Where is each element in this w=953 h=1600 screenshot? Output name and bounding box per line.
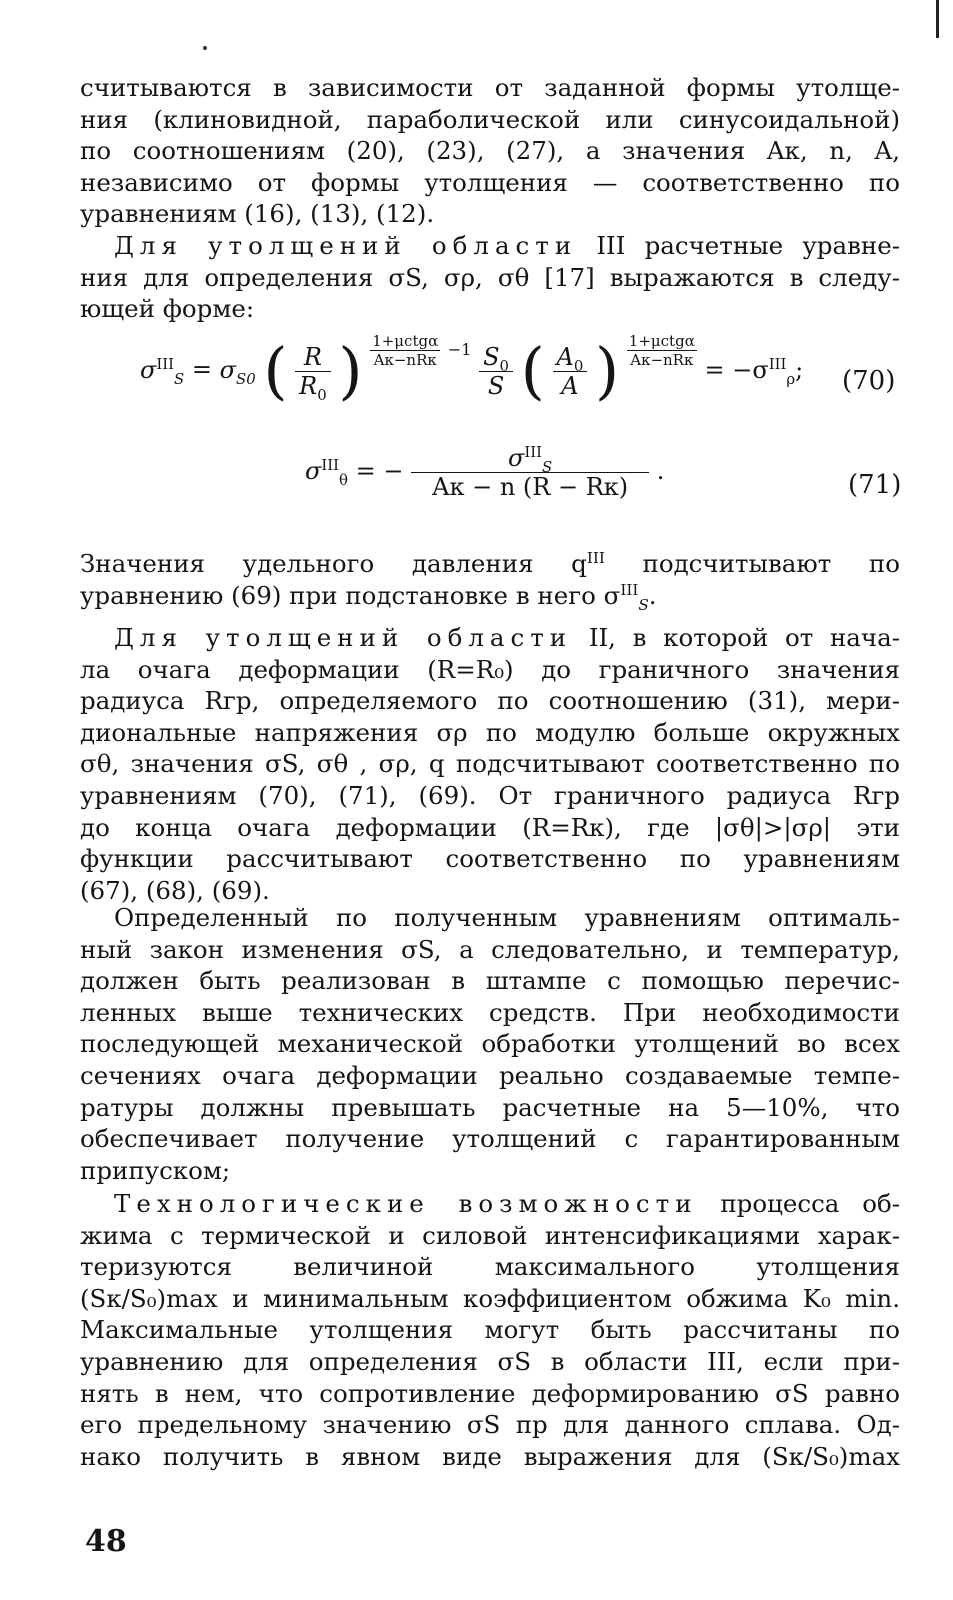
- text-line: сечениях очага деформации реально создаваемые темпе-: [80, 1060, 900, 1090]
- paragraph-3: [80, 548, 900, 614]
- spaced-lead: Для утолщений области: [114, 231, 578, 260]
- equation-number-71: (71): [848, 470, 902, 500]
- left-paren: (: [520, 334, 545, 407]
- minus-one: −1: [447, 340, 472, 359]
- text-line: (Sк/S₀)max и минимальным коэффициентом обжима K₀ min.: [80, 1283, 900, 1313]
- text-line: уравнению (69) при подстановке в него $\sigma^{III}_S$.: [80, 580, 657, 614]
- paragraph-5: [80, 902, 900, 1186]
- paragraph-2: [80, 230, 900, 325]
- text-line: Значения удельного давления $q^{III}$ подсчитывают по: [80, 548, 900, 578]
- text-line: должен быть реализован в штампе с помощью перечис-: [80, 966, 900, 996]
- fraction-a0-over-a: $\frac{A_0}{A}$: [553, 343, 588, 400]
- sigma-s-iii: $\sigma^{III}_S$: [140, 354, 185, 388]
- text-line: ния (клиновидной, параболической или синусоидальной): [80, 104, 900, 134]
- sigma-rho-iii: = $-\sigma^{III}_\rho$;: [704, 354, 804, 388]
- text-line: радиуса Rгр, определяемого по соотношению (31), мери-: [80, 686, 900, 716]
- text-line: Для утолщений области II, в которой от нача-: [114, 623, 900, 652]
- text-line: уравнению для определения σS в области III, если при-: [80, 1346, 900, 1376]
- text-line: до конца очага деформации (R=Rк), где |σθ|>|σρ| эти: [80, 812, 900, 842]
- text-line: [80, 230, 900, 262]
- text-line: припуском;: [80, 1155, 231, 1185]
- right-paren: ): [338, 334, 363, 407]
- equals-minus: = −: [355, 457, 404, 485]
- text-line: ла очага деформации (R=R₀) до граничного значения: [80, 654, 900, 684]
- fraction-r-over-r0: $\frac{R}{R_0}$: [295, 343, 331, 400]
- text-line: ния для определения σS, σρ, σθ [17] выражаются в следу-: [80, 262, 900, 292]
- page-number: 48: [85, 1524, 127, 1559]
- text-line: Определенный по полученным уравнениям оптималь-: [114, 903, 900, 932]
- sigma-s0: $\sigma_{S0}$: [219, 355, 256, 388]
- exponent-1: $\frac{\text{1+μctgα}}{\text{Aк−nRк}}$: [372, 332, 439, 369]
- line-rest: III расчетные уравне-: [596, 231, 900, 260]
- text-line: нако получить в явном виде выражения для (Sк/S₀)max: [80, 1441, 900, 1471]
- text-line: (67), (68), (69).: [80, 875, 270, 905]
- spaced-lead: Для утолщений области: [114, 623, 573, 652]
- sigma-theta-iii: $\sigma^{III}_\theta$: [305, 456, 348, 489]
- paragraph-4: [80, 622, 900, 906]
- text-line: последующей механической обработки утолщений во всех: [80, 1029, 900, 1059]
- text-line: по соотношениям (20), (23), (27), а значения Aк, n, A,: [80, 136, 900, 166]
- fraction-sigma-over-denominator: $\frac{\sigma^{III}_S}{Aк - n (R - Rк)}$: [411, 444, 649, 501]
- fraction-s0-over-s: $\frac{S_0}{S}$: [479, 343, 513, 400]
- text-line: теризуются величиной максимального утолщения: [80, 1252, 900, 1282]
- print-speck: [203, 46, 207, 50]
- equals-sign: =: [191, 355, 212, 384]
- left-paren: (: [263, 334, 288, 407]
- paragraph-6: [80, 1188, 900, 1472]
- text-line: ратуры должны превышать расчетные на 5—10%, что: [80, 1092, 900, 1122]
- text-line: независимо от формы утолщения — соответственно по: [80, 167, 900, 197]
- equation-number-70: (70): [842, 366, 896, 396]
- paragraph-1: [80, 72, 900, 230]
- text-line: σθ, значения σS, σθ , σρ, q подсчитывают соответственно по: [80, 749, 900, 779]
- equation-71: [305, 444, 664, 540]
- text-line: диональные напряжения σρ по модулю больше окружных: [80, 717, 900, 747]
- text-line: обеспечивает получение утолщений с гарантированным: [80, 1124, 900, 1154]
- exponent-2: $\frac{\text{1+μctgα}}{\text{Aк−nRк}}$: [628, 332, 695, 369]
- scan-edge-mark: [936, 0, 939, 38]
- period: .: [656, 457, 665, 485]
- text-line: считываются в зависимости от заданной формы утолще-: [80, 73, 900, 102]
- text-line: жима с термической и силовой интенсификациями харак-: [80, 1220, 900, 1250]
- text-line: его предельному значению σS пр для данного сплава. Од-: [80, 1410, 900, 1440]
- text-line: Максимальные утолщения могут быть рассчитаны по: [80, 1315, 900, 1345]
- text-line: ющей форме:: [80, 294, 255, 324]
- text-line: нять в нем, что сопротивление деформированию σS равно: [80, 1378, 900, 1408]
- text-line: Технологические возможности процесса об-: [114, 1189, 901, 1218]
- equation-70: [140, 332, 804, 436]
- text-line: ный закон изменения σS, а следовательно, и температур,: [80, 934, 900, 964]
- spaced-lead: Технологические возможности: [114, 1189, 698, 1218]
- text-line: уравнениям (70), (71), (69). От граничного радиуса Rгр: [80, 780, 900, 810]
- right-paren: ): [594, 334, 620, 407]
- text-line: функции рассчитывают соответственно по уравнениям: [80, 844, 900, 874]
- text-line: уравнениям (16), (13), (12).: [80, 199, 435, 229]
- text-line: ленных выше технических средств. При необходимости: [80, 997, 900, 1027]
